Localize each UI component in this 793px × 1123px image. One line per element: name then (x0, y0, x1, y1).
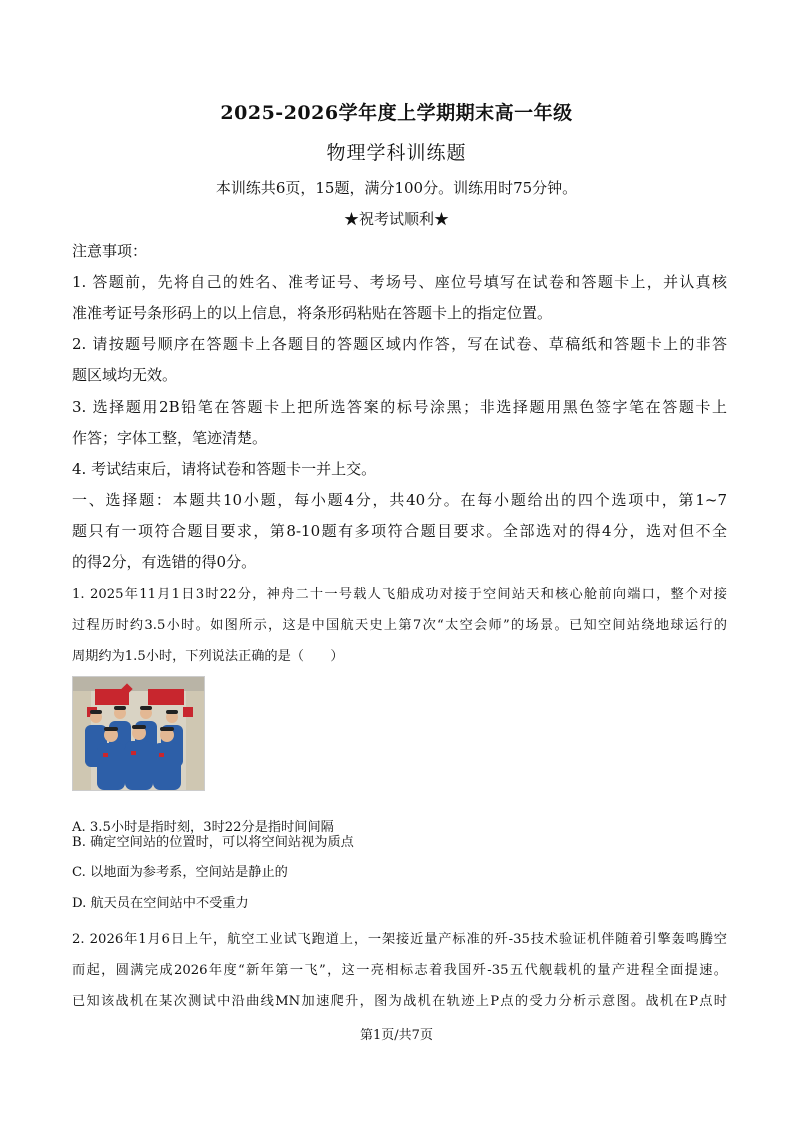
exam-wish: ★祝考试顺利★ (343, 210, 449, 228)
exam-title: 2025-2026学年度上学期期末高一年级 (220, 102, 573, 124)
note-item-3: 3. 选择题用2B铅笔在答题卡上把所选答案的标号涂黑；非选择题用黑色签字笔在答题卡上 作答；字体工整，笔迹清楚。 (72, 398, 727, 447)
section-instructions: 一、选择题：本题共10小题，每小题4分，共40分。在每小题给出的四个选项中，第1~7 题只有一项符合题目要求，第8-10题有多项符合题目要求。全部选对的得4分，选对但不全 的得2分，有选错的得0分。 (72, 491, 727, 571)
note-item-4: 4. 考试结束后，请将试卷和答题卡一并上交。 (72, 460, 377, 478)
q1-option-d: D. 航天员在空间站中不受重力 (72, 896, 249, 911)
page-number: 第1页/共7页 (360, 1028, 433, 1043)
q1-option-b: B. 确定空间站的位置时，可以将空间站视为质点 (72, 835, 354, 850)
exam-subtitle: 物理学科训练题 (326, 142, 467, 164)
astronauts-photo (72, 676, 205, 791)
question-2-stem: 2. 2026年1月6日上午，航空工业试飞跑道上，一架接近量产标准的歼-35技术验证机伴随着引擎轰鸣腾空 而起，圆满完成2026年度“新年第一飞”，这一亮相标志着我国歼-35五代舰载机的量产进程全面提速。 已知该战机在某次测试中沿曲线MN加速爬升，图为战机在轨迹上P点的受力分析示意图。战机在P点时 (72, 932, 727, 1009)
exam-info: 本训练共6页，15题，满分100分。训练用时75分钟。 (215, 179, 578, 197)
note-item-2: 2. 请按题号顺序在答题卡上各题目的答题区域内作答，写在试卷、草稿纸和答题卡上的非答 题区域均无效。 (72, 335, 727, 384)
q1-option-c: C. 以地面为参考系，空间站是静止的 (72, 865, 288, 880)
question-1-stem: 1. 2025年11月1日3时22分，神舟二十一号载人飞船成功对接于空间站天和核心舱前向端口，整个对接 过程历时约3.5小时。如图所示，这是中国航天史上第7次“太空会师”的场景。已知空间站绕地球运行的 周期约为1.5小时，下列说法正确的是（ ） (72, 587, 727, 664)
note-item-1: 1. 答题前，先将自己的姓名、准考证号、考场号、座位号填写在试卷和答题卡上，并认真核 准准考证号条形码上的以上信息，将条形码粘贴在答题卡上的指定位置。 (72, 273, 727, 322)
notes-heading: 注意事项： (72, 242, 148, 260)
q1-option-a: A. 3.5小时是指时刻，3时22分是指时间间隔 (72, 820, 334, 835)
